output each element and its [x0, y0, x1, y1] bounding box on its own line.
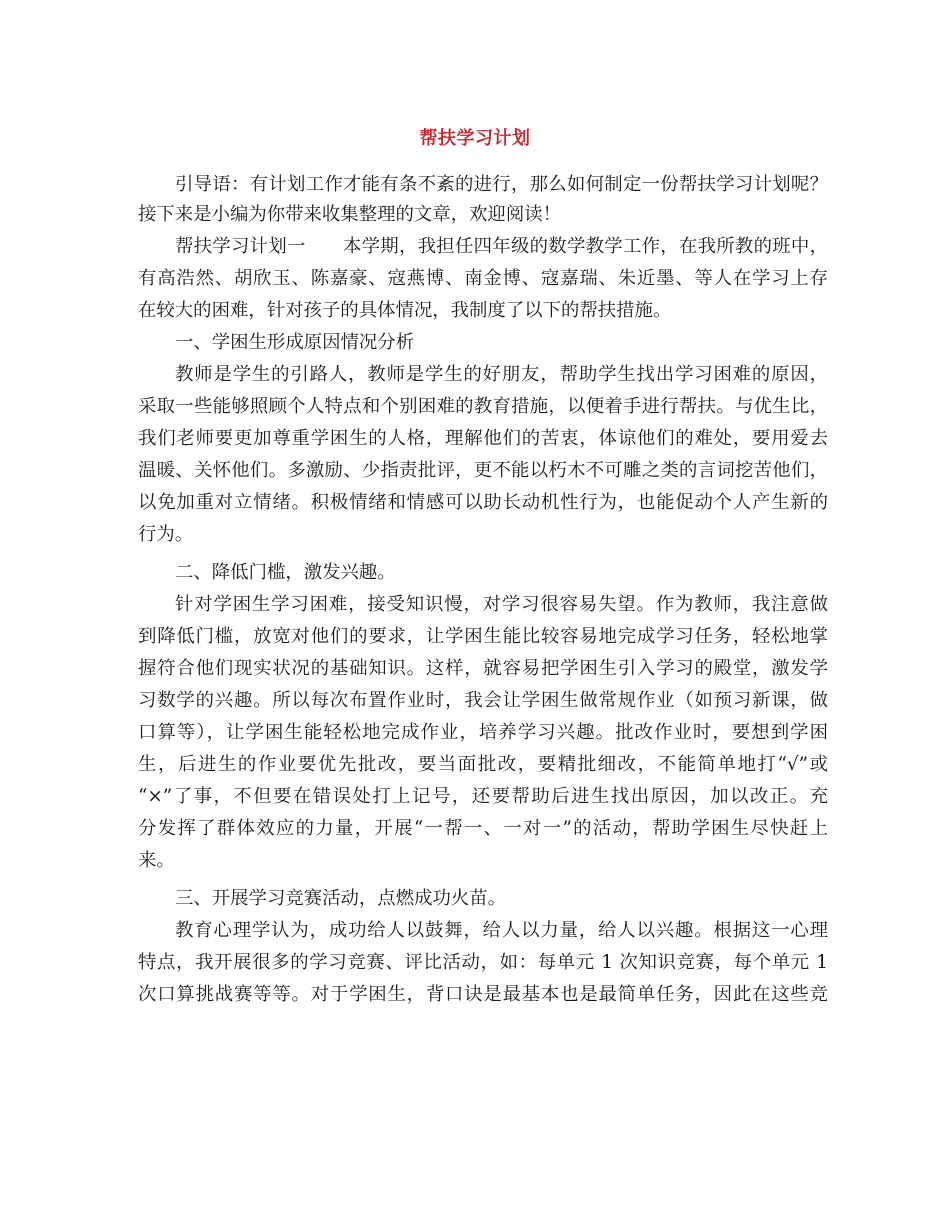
- body-line: 温暖、关怀他们。多激励、少指责批评，更不能以朽木不可雕之类的言词挖苦他们，: [138, 460, 828, 481]
- body-line: 行为。: [138, 524, 194, 545]
- body-line: 口算等），让学困生能轻松地完成作业，培养学习兴趣。批改作业时，要想到学困: [138, 722, 828, 743]
- body-line: 生，后进生的作业要优先批改，要当面批改，要精批细改，不能简单地打“√”或: [138, 754, 828, 775]
- body-line: 特点，我开展很多的学习竞赛、评比活动，如：每单元 1 次知识竞赛，每个单元 1: [138, 952, 828, 973]
- body-line: 有高浩然、胡欣玉、陈嘉豪、寇燕博、南金博、寇嘉瑞、朱近墨、等人在学习上存: [138, 268, 828, 289]
- body-line: 来。: [138, 850, 175, 871]
- body-line: 引导语：有计划工作才能有条不紊的进行，那么如何制定一份帮扶学习计划呢？: [175, 174, 828, 195]
- body-line: 一、学困生形成原因情况分析: [175, 332, 415, 353]
- body-line: 握符合他们现实状况的基础知识。这样，就容易把学困生引入学习的殿堂，激发学: [138, 658, 828, 679]
- body-line: 分发挥了群体效应的力量，开展“一帮一、一对一”的活动，帮助学困生尽快赶上: [138, 818, 828, 839]
- body-line: 帮扶学习计划一 本学期，我担任四年级的数学教学工作，在我所教的班中，: [175, 236, 828, 257]
- body-line: 接下来是小编为你带来收集整理的文章，欢迎阅读！: [138, 204, 561, 225]
- body-line: 二、降低门槛，激发兴趣。: [175, 562, 396, 583]
- body-line: 到降低门槛，放宽对他们的要求，让学困生能比较容易地完成学习任务，轻松地掌: [138, 626, 828, 647]
- body-line: 次口算挑战赛等等。对于学困生，背口诀是最基本也是最简单任务，因此在这些竞: [138, 984, 828, 1005]
- body-line: 习数学的兴趣。所以每次布置作业时，我会让学困生做常规作业（如预习新课，做: [138, 690, 828, 711]
- body-line: 教师是学生的引路人，教师是学生的好朋友，帮助学生找出学习困难的原因，: [175, 364, 828, 385]
- body-line: 以免加重对立情绪。积极情绪和情感可以助长动机性行为，也能促动个人产生新的: [138, 492, 828, 513]
- body-line: 教育心理学认为，成功给人以鼓舞，给人以力量，给人以兴趣。根据这一心理: [175, 920, 828, 941]
- document-title: 帮扶学习计划: [419, 128, 531, 149]
- body-line: 采取一些能够照顾个人特点和个别困难的教育措施，以便着手进行帮扶。与优生比，: [138, 396, 828, 417]
- body-line: 针对学困生学习困难，接受知识慢，对学习很容易失望。作为教师，我注意做: [175, 594, 828, 615]
- body-line: 在较大的困难，针对孩子的具体情况，我制度了以下的帮扶措施。: [138, 300, 672, 321]
- body-line: 我们老师要更加尊重学困生的人格，理解他们的苦衷，体谅他们的难处，要用爱去: [138, 428, 828, 449]
- body-line: “×”了事，不但要在错误处打上记号，还要帮助后进生找出原因，加以改正。充: [138, 786, 828, 807]
- body-line: 三、开展学习竞赛活动，点燃成功火苗。: [175, 888, 507, 909]
